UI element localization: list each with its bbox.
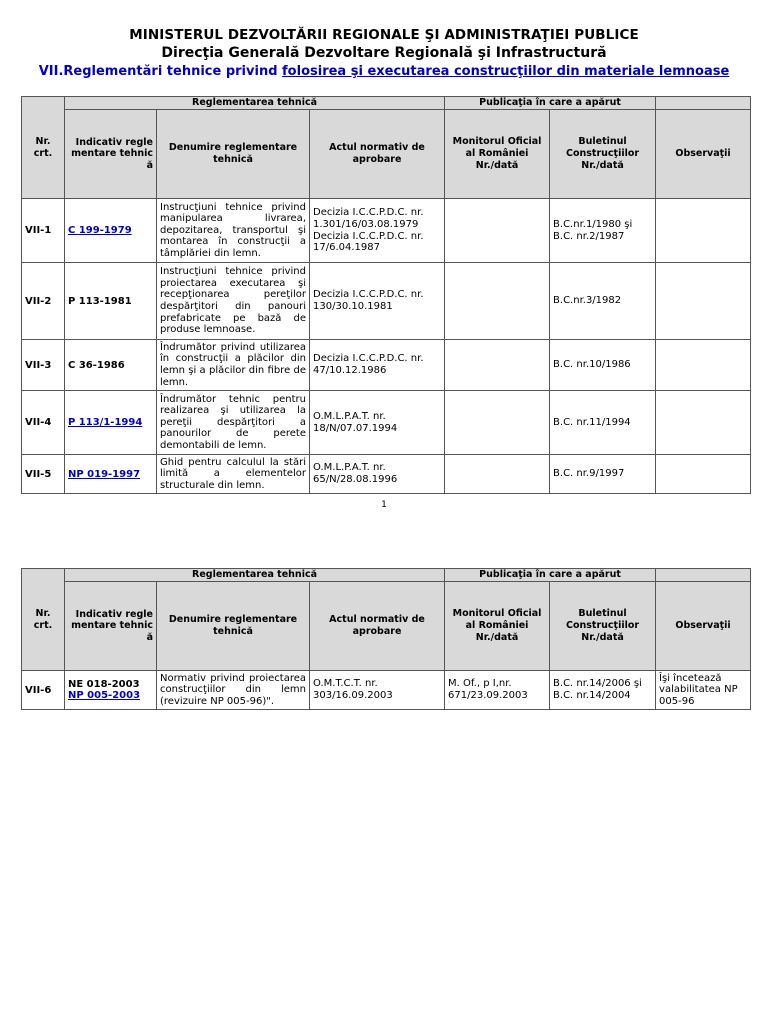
- row-description: Instrucţiuni tehnice privind proiectarea executarea şi recepţionarea pereţilor despărţitori din panouri prefabricate pe bază de produse lemnoase.: [157, 263, 310, 340]
- bc-line-2: B.C. nr.14/2004: [553, 690, 631, 701]
- regulation-link[interactable]: C 199-1979: [68, 225, 132, 236]
- regulation-link[interactable]: NP 019-1997: [68, 468, 141, 480]
- row-act: Decizia I.C.C.P.D.C. nr. 47/10.12.1986: [310, 340, 445, 391]
- header-group-publicatie: Publicaţia în care a apărut: [445, 569, 656, 582]
- regulations-table-page-1: [21, 96, 751, 494]
- header-monitorul: Monitorul Oficial al României Nr./dată: [445, 110, 550, 199]
- row-description: Instrucţiuni tehnice privind manipularea livrarea, depozitarea, transportul şi montarea în construcţii a tâmplăriei din lemn.: [157, 199, 310, 263]
- header-observatii: Observaţii: [656, 110, 751, 199]
- row-act: O.M.T.C.T. nr. 303/16.09.2003: [310, 671, 445, 710]
- table-row: [22, 340, 751, 391]
- row-observatii: [656, 391, 751, 455]
- header-group-reglementare: Reglementarea tehnică: [65, 97, 445, 110]
- row-code: C 36-1986: [65, 340, 157, 391]
- row-buletinul: B.C.nr.3/1982: [550, 263, 656, 340]
- row-nr: VII-1: [22, 199, 65, 263]
- header-denumire: Denumire reglementare tehnică: [157, 582, 310, 671]
- row-buletinul: B.C. nr.9/1997: [550, 455, 656, 494]
- row-act: [310, 199, 445, 263]
- row-code: [65, 391, 157, 455]
- code-line-1: NE 018-2003: [68, 679, 140, 690]
- table-row: [22, 199, 751, 263]
- header-group-reglementare: Reglementarea tehnică: [65, 569, 445, 582]
- regulation-link[interactable]: P 113/1-1994: [68, 417, 143, 428]
- row-nr: VII-2: [22, 263, 65, 340]
- row-description: Îndrumător tehnic pentru realizarea şi utilizarea la pereţii despărţitori a panourilor de perete demontabili de lemn.: [157, 391, 310, 455]
- directorate-title: Direcţia Generală Dezvoltare Regională şi Infrastructură: [161, 45, 607, 61]
- row-buletinul: B.C. nr.10/1986: [550, 340, 656, 391]
- section-title-link[interactable]: folosirea şi executarea construcţiilor din materiale lemnoase: [282, 64, 730, 79]
- row-description: Ghid pentru calculul la stări limită a elementelor structurale din lemn.: [157, 455, 310, 494]
- row-nr: VII-4: [22, 391, 65, 455]
- regulation-link[interactable]: NP 005-2003: [68, 690, 141, 701]
- row-monitorul: [445, 199, 550, 263]
- table-row: [22, 263, 751, 340]
- row-monitorul: [445, 340, 550, 391]
- row-description: Îndrumător privind utilizarea în construcţii a plăcilor din lemn şi a plăcilor din fibre de lemn.: [157, 340, 310, 391]
- bc-line-2: B.C. nr.2/1987: [553, 230, 625, 242]
- header-buletinul: Buletinul Construcţiilor Nr./dată: [550, 110, 656, 199]
- header-monitorul: Monitorul Oficial al României Nr./dată: [445, 582, 550, 671]
- row-monitorul: M. Of., p I,nr. 671/23.09.2003: [445, 671, 550, 710]
- row-monitorul: [445, 455, 550, 494]
- page-number: 1: [381, 500, 387, 510]
- header-nr: Nr. crt.: [22, 97, 65, 199]
- row-code: P 113-1981: [65, 263, 157, 340]
- header-observatii: Observaţii: [656, 582, 751, 671]
- header-blank-cell: [656, 569, 751, 582]
- header-denumire: Denumire reglementare tehnică: [157, 110, 310, 199]
- ministry-title: MINISTERUL DEZVOLTĂRII REGIONALE ŞI ADMINISTRAŢIEI PUBLICE: [129, 27, 639, 43]
- row-monitorul: [445, 391, 550, 455]
- row-observatii: [656, 340, 751, 391]
- bc-line-1: B.C.nr.1/1980 şi: [553, 218, 633, 230]
- row-nr: VII-3: [22, 340, 65, 391]
- row-description: Normativ privind proiectarea construcţiilor din lemn (revizuire NP 005-96)".: [157, 671, 310, 710]
- row-act: O.M.L.P.A.T. nr. 65/N/28.08.1996: [310, 455, 445, 494]
- header-indicativ: Indicativ reglementare tehnică: [65, 582, 157, 671]
- header-buletinul: Buletinul Construcţiilor Nr./dată: [550, 582, 656, 671]
- table-row: [22, 671, 751, 710]
- header-blank-cell: [656, 97, 751, 110]
- table-row: [22, 455, 751, 494]
- row-act: O.M.L.P.A.T. nr. 18/N/07.07.1994: [310, 391, 445, 455]
- row-observatii: [656, 455, 751, 494]
- header-nr: Nr. crt.: [22, 569, 65, 671]
- row-act: Decizia I.C.C.P.D.C. nr. 130/30.10.1981: [310, 263, 445, 340]
- row-observatii: [656, 263, 751, 340]
- row-buletinul: [550, 199, 656, 263]
- header-actul: Actul normativ de aprobare: [310, 110, 445, 199]
- row-nr: VII-6: [22, 671, 65, 710]
- header-actul: Actul normativ de aprobare: [310, 582, 445, 671]
- row-monitorul: [445, 263, 550, 340]
- row-nr: VII-5: [22, 455, 65, 494]
- section-title-prefix: VII.Reglementări tehnice privind: [38, 64, 283, 79]
- bc-line-1: B.C. nr.14/2006 şi: [553, 678, 642, 689]
- row-code: [65, 455, 157, 494]
- row-observatii: Îşi încetează valabilitatea NP 005-96: [656, 671, 751, 710]
- header-group-publicatie: Publicaţia în care a apărut: [445, 97, 656, 110]
- row-code: [65, 671, 157, 710]
- row-observatii: [656, 199, 751, 263]
- row-buletinul: [550, 671, 656, 710]
- act-line-2: Decizia I.C.C.P.D.C. nr. 17/6.04.1987: [313, 230, 424, 254]
- row-buletinul: B.C. nr.11/1994: [550, 391, 656, 455]
- header-indicativ: Indicativ reglementare tehnică: [65, 110, 157, 199]
- row-code: [65, 199, 157, 263]
- regulations-table-page-2: [21, 568, 751, 710]
- table-row: [22, 391, 751, 455]
- section-title: [0, 64, 768, 79]
- act-line-1: Decizia I.C.C.P.D.C. nr. 1.301/16/03.08.1979: [313, 206, 424, 230]
